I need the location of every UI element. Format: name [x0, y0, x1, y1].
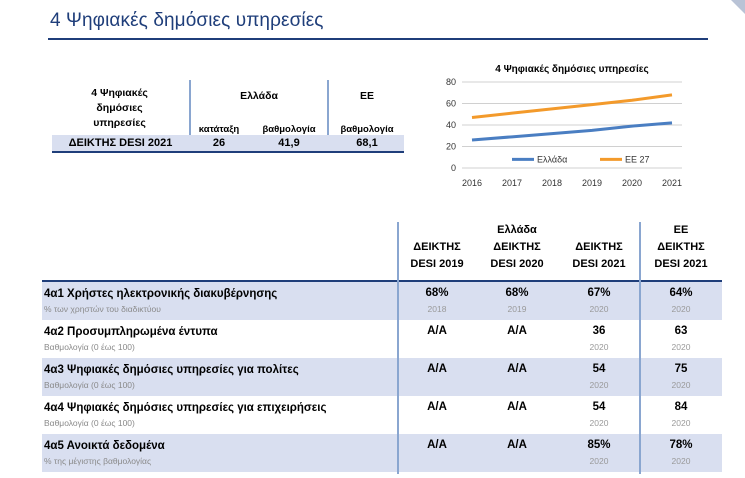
indicator-year: 2020 — [589, 304, 609, 314]
x-tick-label: 2019 — [581, 178, 603, 188]
indicator-value: 64% — [669, 287, 693, 299]
col-header-line: DESI 2021 — [654, 258, 708, 270]
table-row — [42, 434, 722, 472]
line-chart — [420, 60, 692, 200]
x-tick-label: 2016 — [461, 178, 483, 188]
indicator-unit: % της μέγιστης βαθμολογίας — [44, 456, 152, 466]
col-header-line: ΔΕΙΚΤΗΣ — [493, 241, 541, 253]
indicators-header — [42, 222, 722, 282]
summary-table — [52, 80, 404, 153]
indicator-year: 2018 — [427, 304, 447, 314]
indicator-year: 2020 — [589, 342, 609, 352]
indicator-year: 2020 — [671, 342, 691, 352]
indicator-value: Α/Α — [507, 363, 527, 375]
indicator-value: 54 — [592, 363, 606, 375]
chart-title: 4 Ψηφιακές δημόσιες υπηρεσίες — [495, 64, 649, 75]
indicator-value: 54 — [592, 401, 606, 413]
table-row — [42, 358, 722, 396]
indicator-year: 2020 — [671, 456, 691, 466]
summary-col-rank: κατάταξη — [198, 124, 240, 135]
indicator-value: Α/Α — [427, 401, 447, 413]
col-header-2021 — [560, 239, 638, 273]
col-header-2020 — [478, 222, 556, 273]
indicators-body — [42, 282, 722, 472]
indicator-value: 68% — [505, 287, 529, 299]
chart-canvas — [420, 60, 692, 200]
y-tick-label: 40 — [445, 120, 456, 130]
column-divider — [397, 222, 399, 474]
indicator-value: Α/Α — [427, 363, 447, 375]
indicator-label: 4α4 Ψηφιακές δημόσιες υπηρεσίες για επιχειρήσεις — [44, 402, 327, 414]
indicator-label: 4α5 Ανοικτά δεδομένα — [44, 440, 165, 452]
col-header-line: DESI 2021 — [572, 258, 626, 270]
summary-name — [52, 86, 187, 131]
indicator-value: 68% — [425, 287, 449, 299]
summary-greece-label: Ελλάδα — [240, 90, 278, 102]
title-divider — [48, 38, 708, 40]
indicator-value: 63 — [674, 325, 688, 337]
indicator-value: 75 — [674, 363, 688, 375]
col-header-line: ΔΕΙΚΤΗΣ — [575, 241, 623, 253]
indicator-label: 4α2 Προσυμπληρωμένα έντυπα — [44, 326, 218, 338]
indicator-year: 2020 — [671, 304, 691, 314]
indicator-year: 2020 — [589, 418, 609, 428]
corner-decoration — [731, 0, 745, 14]
indicator-year: 2020 — [589, 456, 609, 466]
indicator-year: 2020 — [589, 380, 609, 390]
indicator-value: 78% — [669, 439, 693, 451]
indicator-unit: Βαθμολογία (0 έως 100) — [44, 418, 135, 428]
col-header-group: ΕΕ — [673, 224, 689, 236]
table-row — [42, 282, 722, 320]
y-tick-label: 20 — [445, 141, 456, 152]
summary-row — [52, 135, 404, 153]
legend-label: ΕΕ 27 — [625, 154, 650, 165]
col-header-2019 — [398, 239, 476, 273]
summary-col-eu-score: βαθμολογία — [340, 124, 394, 135]
indicator-year: 2020 — [671, 418, 691, 428]
col-header-line: ΔΕΙΚΤΗΣ — [657, 241, 705, 253]
indicator-unit: Βαθμολογία (0 έως 100) — [44, 342, 135, 352]
y-tick-label: 80 — [445, 77, 456, 87]
summary-rank-value: 26 — [212, 137, 226, 149]
col-header-group: Ελλάδα — [497, 224, 537, 236]
page-title: 4 Ψηφιακές δημόσιες υπηρεσίες — [50, 10, 324, 31]
indicator-value: Α/Α — [427, 325, 447, 337]
indicator-value: Α/Α — [427, 439, 447, 451]
summary-name-line: δημόσιες — [96, 102, 143, 114]
table-row — [42, 396, 722, 434]
summary-name-line: υπηρεσίες — [93, 117, 146, 129]
indicator-value: 84 — [674, 401, 688, 413]
x-tick-label: 2018 — [541, 178, 563, 188]
y-tick-label: 0 — [450, 163, 456, 173]
summary-row-label: ΔΕΙΚΤΗΣ DESI 2021 — [68, 137, 173, 149]
indicator-value: 67% — [587, 287, 611, 299]
indicator-value: Α/Α — [507, 325, 527, 337]
indicator-year: 2019 — [507, 304, 527, 314]
summary-name-line: 4 Ψηφιακές — [91, 87, 148, 99]
series-line — [472, 95, 672, 118]
summary-header — [52, 80, 404, 135]
indicator-value: 36 — [592, 325, 606, 337]
col-header-eu-2021 — [642, 222, 720, 273]
column-divider — [639, 222, 641, 474]
x-tick-label: 2017 — [501, 178, 523, 188]
indicator-value: Α/Α — [507, 439, 527, 451]
indicator-label: 4α1 Χρήστες ηλεκτρονικής διακυβέρνησης — [44, 288, 278, 300]
indicator-unit: % των χρηστών του διαδικτύου — [44, 304, 161, 314]
col-header-line: ΔΕΙΚΤΗΣ — [413, 241, 461, 253]
indicator-value: Α/Α — [507, 401, 527, 413]
summary-eu-label: ΕΕ — [359, 90, 374, 102]
summary-eu-score-value: 68,1 — [356, 137, 378, 149]
indicator-value: 85% — [587, 439, 611, 451]
summary-score-value: 41,9 — [278, 137, 300, 149]
col-header-line: DESI 2019 — [410, 258, 464, 270]
indicator-label: 4α3 Ψηφιακές δημόσιες υπηρεσίες για πολίτες — [44, 364, 299, 376]
summary-col-score: βαθμολογία — [262, 124, 316, 135]
indicator-year: 2020 — [671, 380, 691, 390]
y-tick-label: 60 — [445, 98, 456, 109]
x-tick-label: 2020 — [621, 178, 643, 188]
indicator-unit: Βαθμολογία (0 έως 100) — [44, 380, 135, 390]
indicators-table — [42, 222, 722, 472]
table-row — [42, 320, 722, 358]
legend-label: Ελλάδα — [537, 154, 568, 165]
col-header-line: DESI 2020 — [490, 258, 544, 270]
x-tick-label: 2021 — [661, 178, 683, 188]
